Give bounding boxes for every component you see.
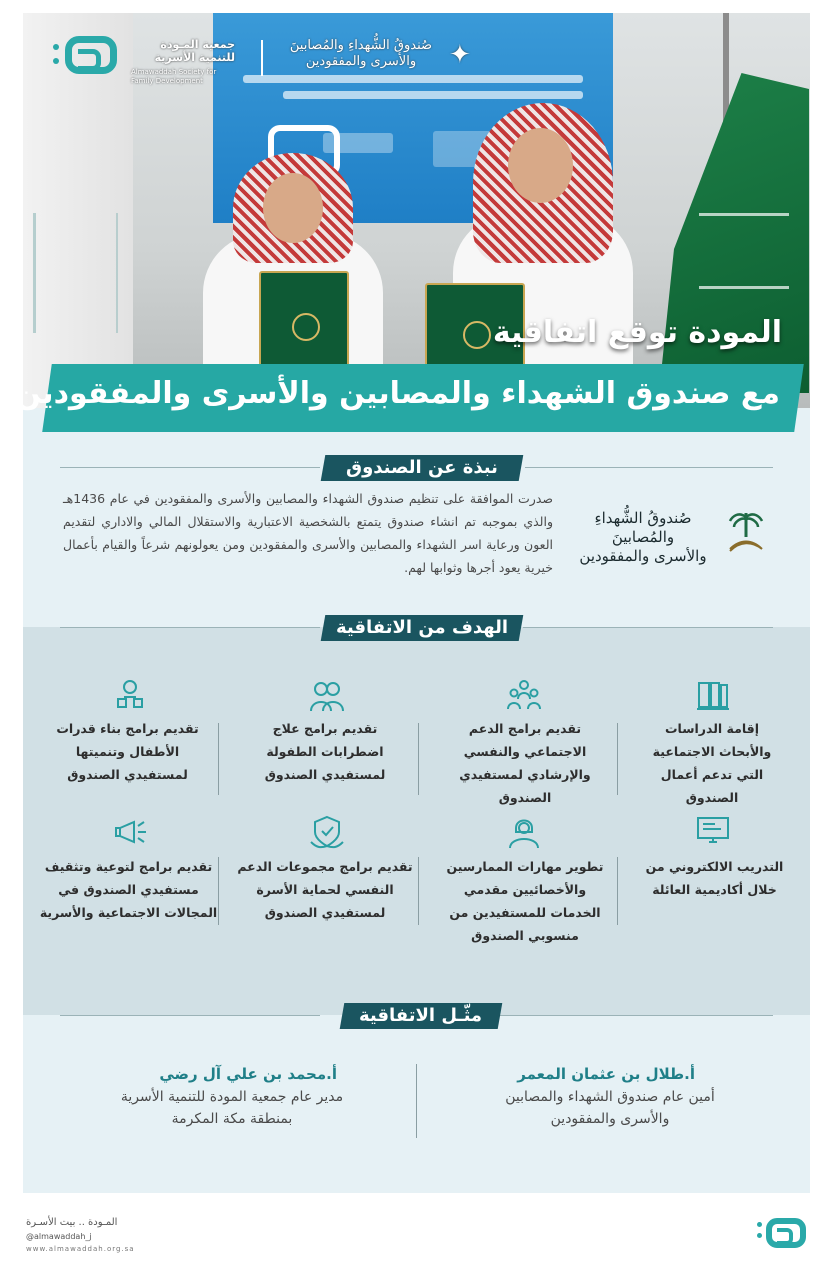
footer-handle[interactable]: @almawaddah_j [26, 1232, 92, 1241]
mawaddah-logo-en: Almawaddah Society for Family Development [131, 68, 217, 85]
mawaddah-footer-logo-icon [766, 1218, 806, 1248]
goals-header: الهدف من الاتفاقية [321, 615, 524, 641]
main-subtitle: مع صندوق الشهداء والمصابين والأسرى والمفقودين [15, 376, 780, 411]
party-left-role: مدير عام جمعية المودة للتنمية الأسرية بمنطقة مكة المكرمة [120, 1089, 344, 1127]
header-logos [53, 36, 483, 96]
books-icon [695, 677, 731, 713]
fund-logo-calligraphy: صُندوقُ الشُّهداءِ والمُصابينَ والأسرى والمفقودين [579, 509, 707, 565]
group-support-icon [506, 677, 542, 713]
fund-logo [572, 503, 772, 563]
fund-logo-text: صُندوقُ الشُّهداءِ والمُصابينَ والأسرى والمفقودين [289, 38, 433, 69]
goal-item: تقديم برامج علاج اضطرابات الطفولة لمستفيدي الصندوق [264, 721, 386, 782]
goal-item: تقديم برامج بناء قدرات الأطفال وتنميتها لمستفيدي الصندوق [56, 721, 199, 782]
goal-item: تقديم برامج لتوعية وتثقيف مستفيدي الصندوق في المجالات الاجتماعية والأسرية [39, 859, 218, 920]
computer-training-icon [695, 814, 731, 850]
family-protection-icon [309, 814, 345, 850]
main-title: المودة توقع اتفاقية [492, 315, 782, 350]
children-icon [309, 677, 345, 713]
footer-url[interactable]: www.almawaddah.org.sa [26, 1245, 135, 1253]
party-right-role: أمين عام صندوق الشهداء والمصابين والأسرى والمفقودين [505, 1089, 715, 1127]
palm-swords-icon: ✦ [449, 40, 471, 70]
parties-header: مثّـل الاتفاقية [340, 1003, 503, 1029]
mawaddah-logo-icon [65, 36, 117, 74]
about-paragraph: صدرت الموافقة على تنظيم صندوق الشهداء والمصابين والأسرى والمفقودين في عام 1436هـ والذي بموجبه تم انشاء صندوق يتمتع بالشخصية الاعتبارية والاستقلال المالي والاداري لتقديم العون ورعاية اسر الشهداء والمصابين والأسرى والمفقودين ومن يعولونهم شرعاً والقيام بأعمال خيرية يعود أجرها وثوابها لهم. [63, 491, 553, 575]
goal-item: تقديم برامج الدعم الاجتماعي والنفسي والإرشادي لمستفيدي الصندوق [459, 721, 591, 805]
goal-item: تطوير مهارات الممارسين والأخصائيين مقدمي الخدمات للمستفيدين من منسوبي الصندوق [446, 859, 604, 943]
goal-item: تقديم برامج مجموعات الدعم النفسي لحماية الأسرة لمستفيدي الصندوق [237, 859, 413, 920]
footer-slogan: المـودة .. بيت الأسـرة [26, 1217, 118, 1228]
specialist-icon [506, 814, 542, 850]
megaphone-icon [114, 814, 150, 850]
about-header: نبذة عن الصندوق [321, 455, 524, 481]
agreement-folder-left [259, 271, 349, 375]
child-development-icon [112, 677, 148, 713]
party-right-name: أ.طلال بن عثمان المعمر [517, 1065, 695, 1083]
palm-swords-icon [726, 509, 766, 555]
mawaddah-logo-text: جمعية المـودة للتنمية الأسرية [154, 38, 235, 64]
goal-item: التدريب الالكتروني من خلال أكاديمية العائلة [645, 859, 784, 897]
party-left-name: أ.محمد بن علي آل رضي [159, 1065, 337, 1083]
goal-item: إقامة الدراسات والأبحاث الاجتماعية التي تدعم أعمال الصندوق [652, 721, 772, 805]
